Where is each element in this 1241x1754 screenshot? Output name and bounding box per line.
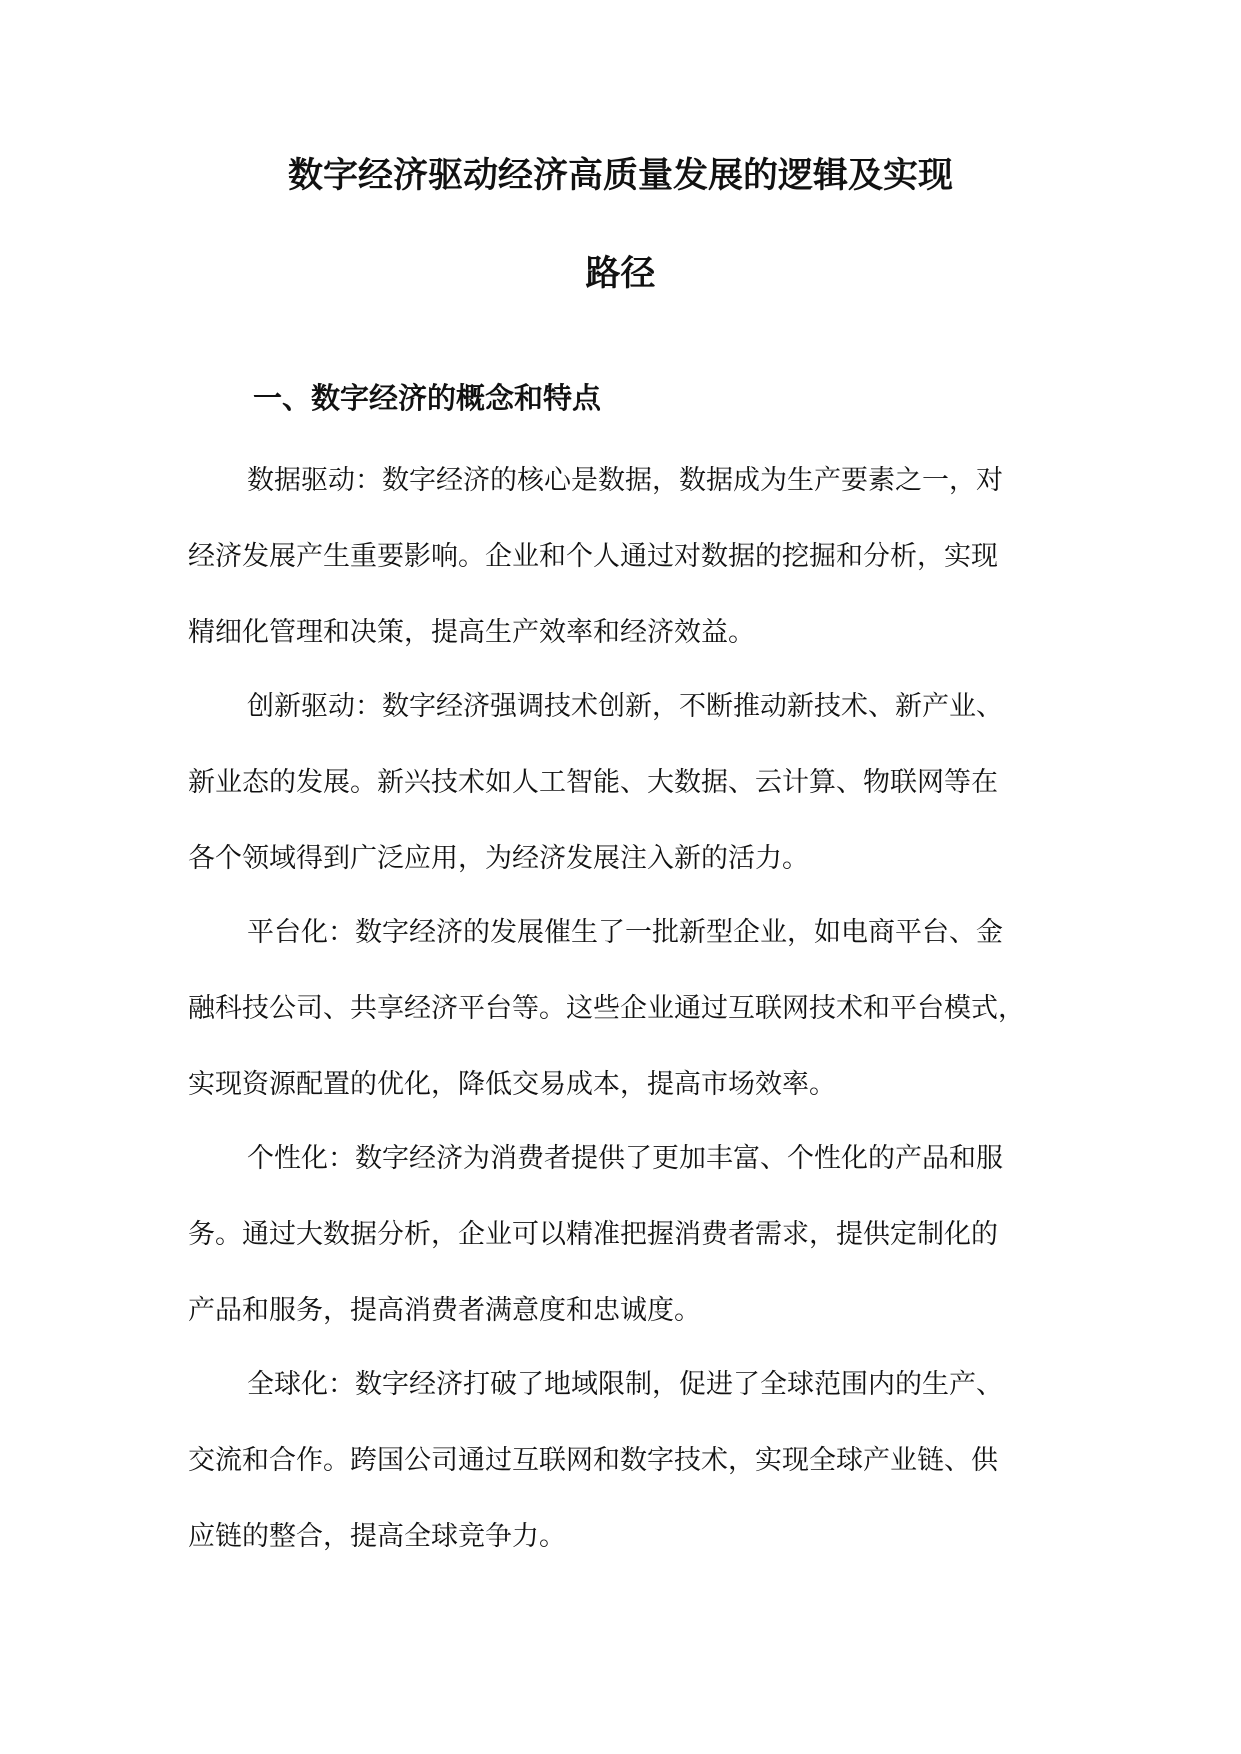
paragraph-line: 应链的整合，提高全球竞争力。 bbox=[188, 1521, 566, 1552]
paragraph-line: 数据驱动：数字经济的核心是数据，数据成为生产要素之一，对 bbox=[247, 465, 1003, 496]
paragraph-line: 平台化：数字经济的发展催生了一批新型企业，如电商平台、金 bbox=[247, 917, 1003, 948]
document-title-line-2: 路径 bbox=[585, 254, 656, 294]
document-title-line-1: 数字经济驱动经济高质量发展的逻辑及实现 bbox=[287, 156, 953, 196]
paragraph-line: 融科技公司、共享经济平台等。这些企业通过互联网技术和平台模式， bbox=[188, 993, 1025, 1024]
paragraph-line: 创新驱动：数字经济强调技术创新，不断推动新技术、新产业、 bbox=[247, 691, 1003, 722]
paragraph-line: 交流和合作。跨国公司通过互联网和数字技术，实现全球产业链、供 bbox=[188, 1445, 998, 1476]
paragraph-line: 经济发展产生重要影响。企业和个人通过对数据的挖掘和分析，实现 bbox=[188, 541, 998, 572]
paragraph-line: 个性化：数字经济为消费者提供了更加丰富、个性化的产品和服 bbox=[247, 1143, 1003, 1174]
paragraph-line: 全球化：数字经济打破了地域限制，促进了全球范围内的生产、 bbox=[247, 1369, 1003, 1400]
paragraph-line: 务。通过大数据分析，企业可以精准把握消费者需求，提供定制化的 bbox=[188, 1219, 998, 1250]
paragraph-line: 实现资源配置的优化，降低交易成本，提高市场效率。 bbox=[188, 1069, 836, 1100]
paragraph-line: 精细化管理和决策，提高生产效率和经济效益。 bbox=[188, 617, 755, 648]
paragraph-line: 各个领域得到广泛应用，为经济发展注入新的活力。 bbox=[188, 843, 809, 874]
section-heading: 一、数字经济的概念和特点 bbox=[253, 381, 602, 415]
paragraph-line: 产品和服务，提高消费者满意度和忠诚度。 bbox=[188, 1295, 701, 1326]
paragraph-line: 新业态的发展。新兴技术如人工智能、大数据、云计算、物联网等在 bbox=[188, 767, 998, 798]
